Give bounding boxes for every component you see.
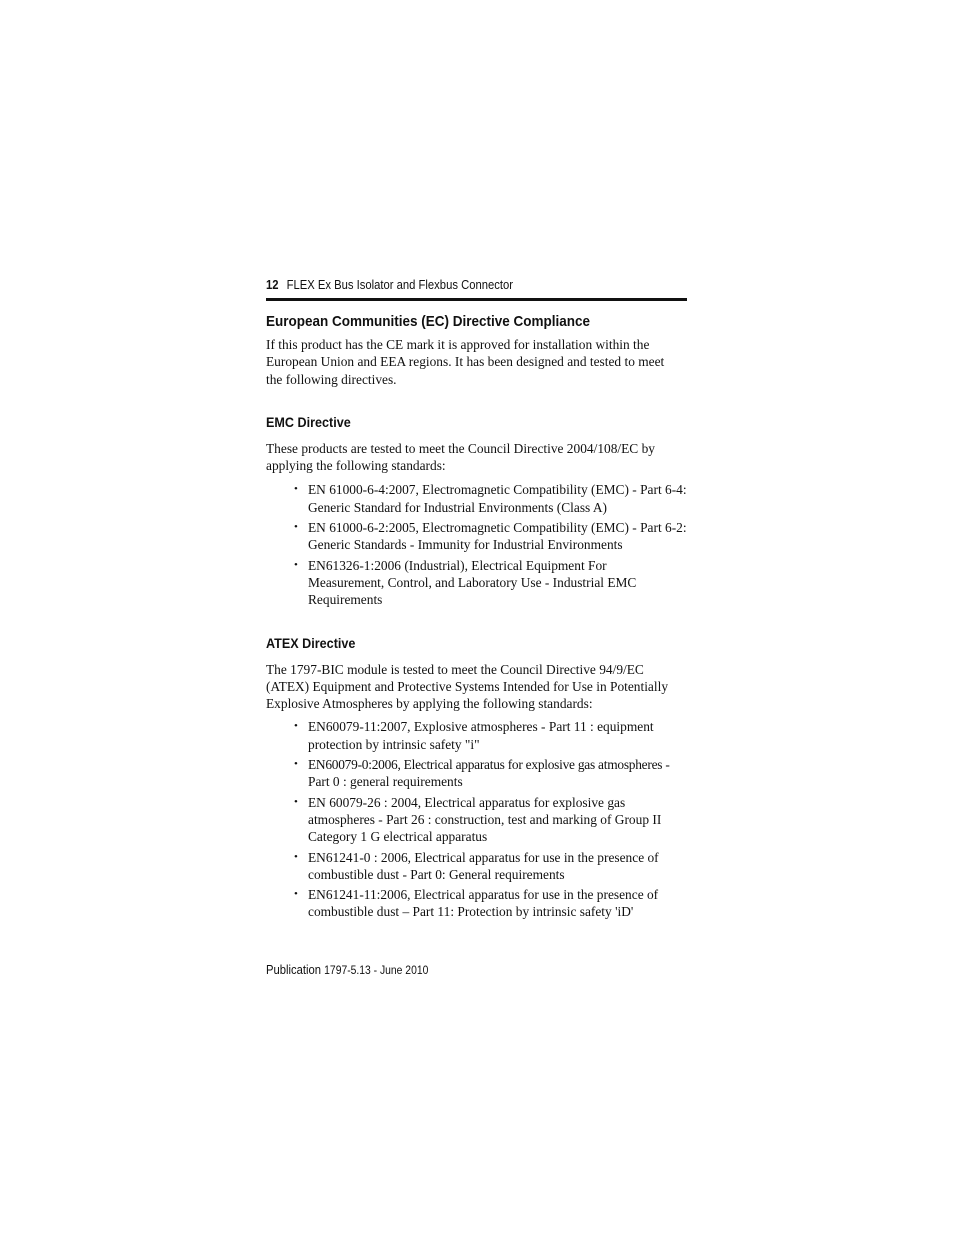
list-item: • EN60079-0:2006, Electrical apparatus for explosive gas atmospheres - Part 0 : general requirements (294, 757, 670, 790)
atex-intro: The 1797-BIC module is tested to meet the Council Directive 94/9/EC (ATEX) Equipment and Protective Systems Intended for Use in Potentially Explosive Atmospheres by applying the following standards: (266, 661, 669, 712)
bullet: • (294, 758, 298, 771)
publication-label: Publication (266, 963, 322, 977)
bullet: • (294, 720, 298, 733)
emc-intro: These products are tested to meet the Council Directive 2004/108/EC by applying the following standards: (266, 440, 655, 474)
emc-heading: EMC Directive (266, 413, 351, 430)
list-item: • EN 61000-6-4:2007, Electromagnetic Compatibility (EMC) - Part 6-4: Generic Standard for Industrial Environments (Class A) (294, 482, 687, 515)
bullet: • (294, 521, 298, 534)
bullet: • (294, 558, 298, 571)
list-item: • EN61326-1:2006 (Industrial), Electrical Equipment For Measurement, Control, and Laboratory Use - Industrial EMC Requirements (294, 557, 637, 608)
header-rule (266, 298, 687, 301)
section-intro: If this product has the CE mark it is approved for installation within the European Union and EEA regions. It has been designed and tested to meet the following directives. (266, 337, 665, 387)
bullet: • (294, 888, 298, 901)
bullet: • (294, 850, 298, 863)
publication-footer (266, 961, 428, 980)
emc-standards-list (266, 481, 687, 608)
running-header (266, 276, 645, 294)
page-content (266, 312, 687, 921)
document-title: FLEX Ex Bus Isolator and Flexbus Connector (286, 278, 513, 292)
bullet: • (294, 795, 298, 808)
list-item: • EN 61000-6-2:2005, Electromagnetic Compatibility (EMC) - Part 6-2: Generic Standards - Immunity for Industrial Environments (294, 520, 687, 553)
list-item: • EN61241-0 : 2006, Electrical apparatus for use in the presence of combustible dust - Part 0: General requirements (294, 849, 659, 882)
list-item: • EN61241-11:2006, Electrical apparatus for use in the presence of combustible dust – Part 11: Protection by intrinsic safety 'iD' (294, 887, 659, 920)
publication-number: 1797-5.13 - June 2010 (324, 965, 429, 977)
list-item: • EN 60079-26 : 2004, Electrical apparatus for explosive gas atmospheres - Part 26 : construction, test and marking of Group II Category 1 G electrical apparatus (294, 794, 662, 845)
atex-standards-list (266, 718, 687, 920)
list-item: • EN60079-11:2007, Explosive atmospheres - Part 11 : equipment protection by intrinsic safety "i" (294, 719, 654, 752)
bullet: • (294, 483, 298, 496)
section-heading: European Communities (EC) Directive Compliance (266, 313, 591, 330)
page-number: 12 (266, 278, 279, 292)
atex-heading: ATEX Directive (266, 634, 356, 651)
